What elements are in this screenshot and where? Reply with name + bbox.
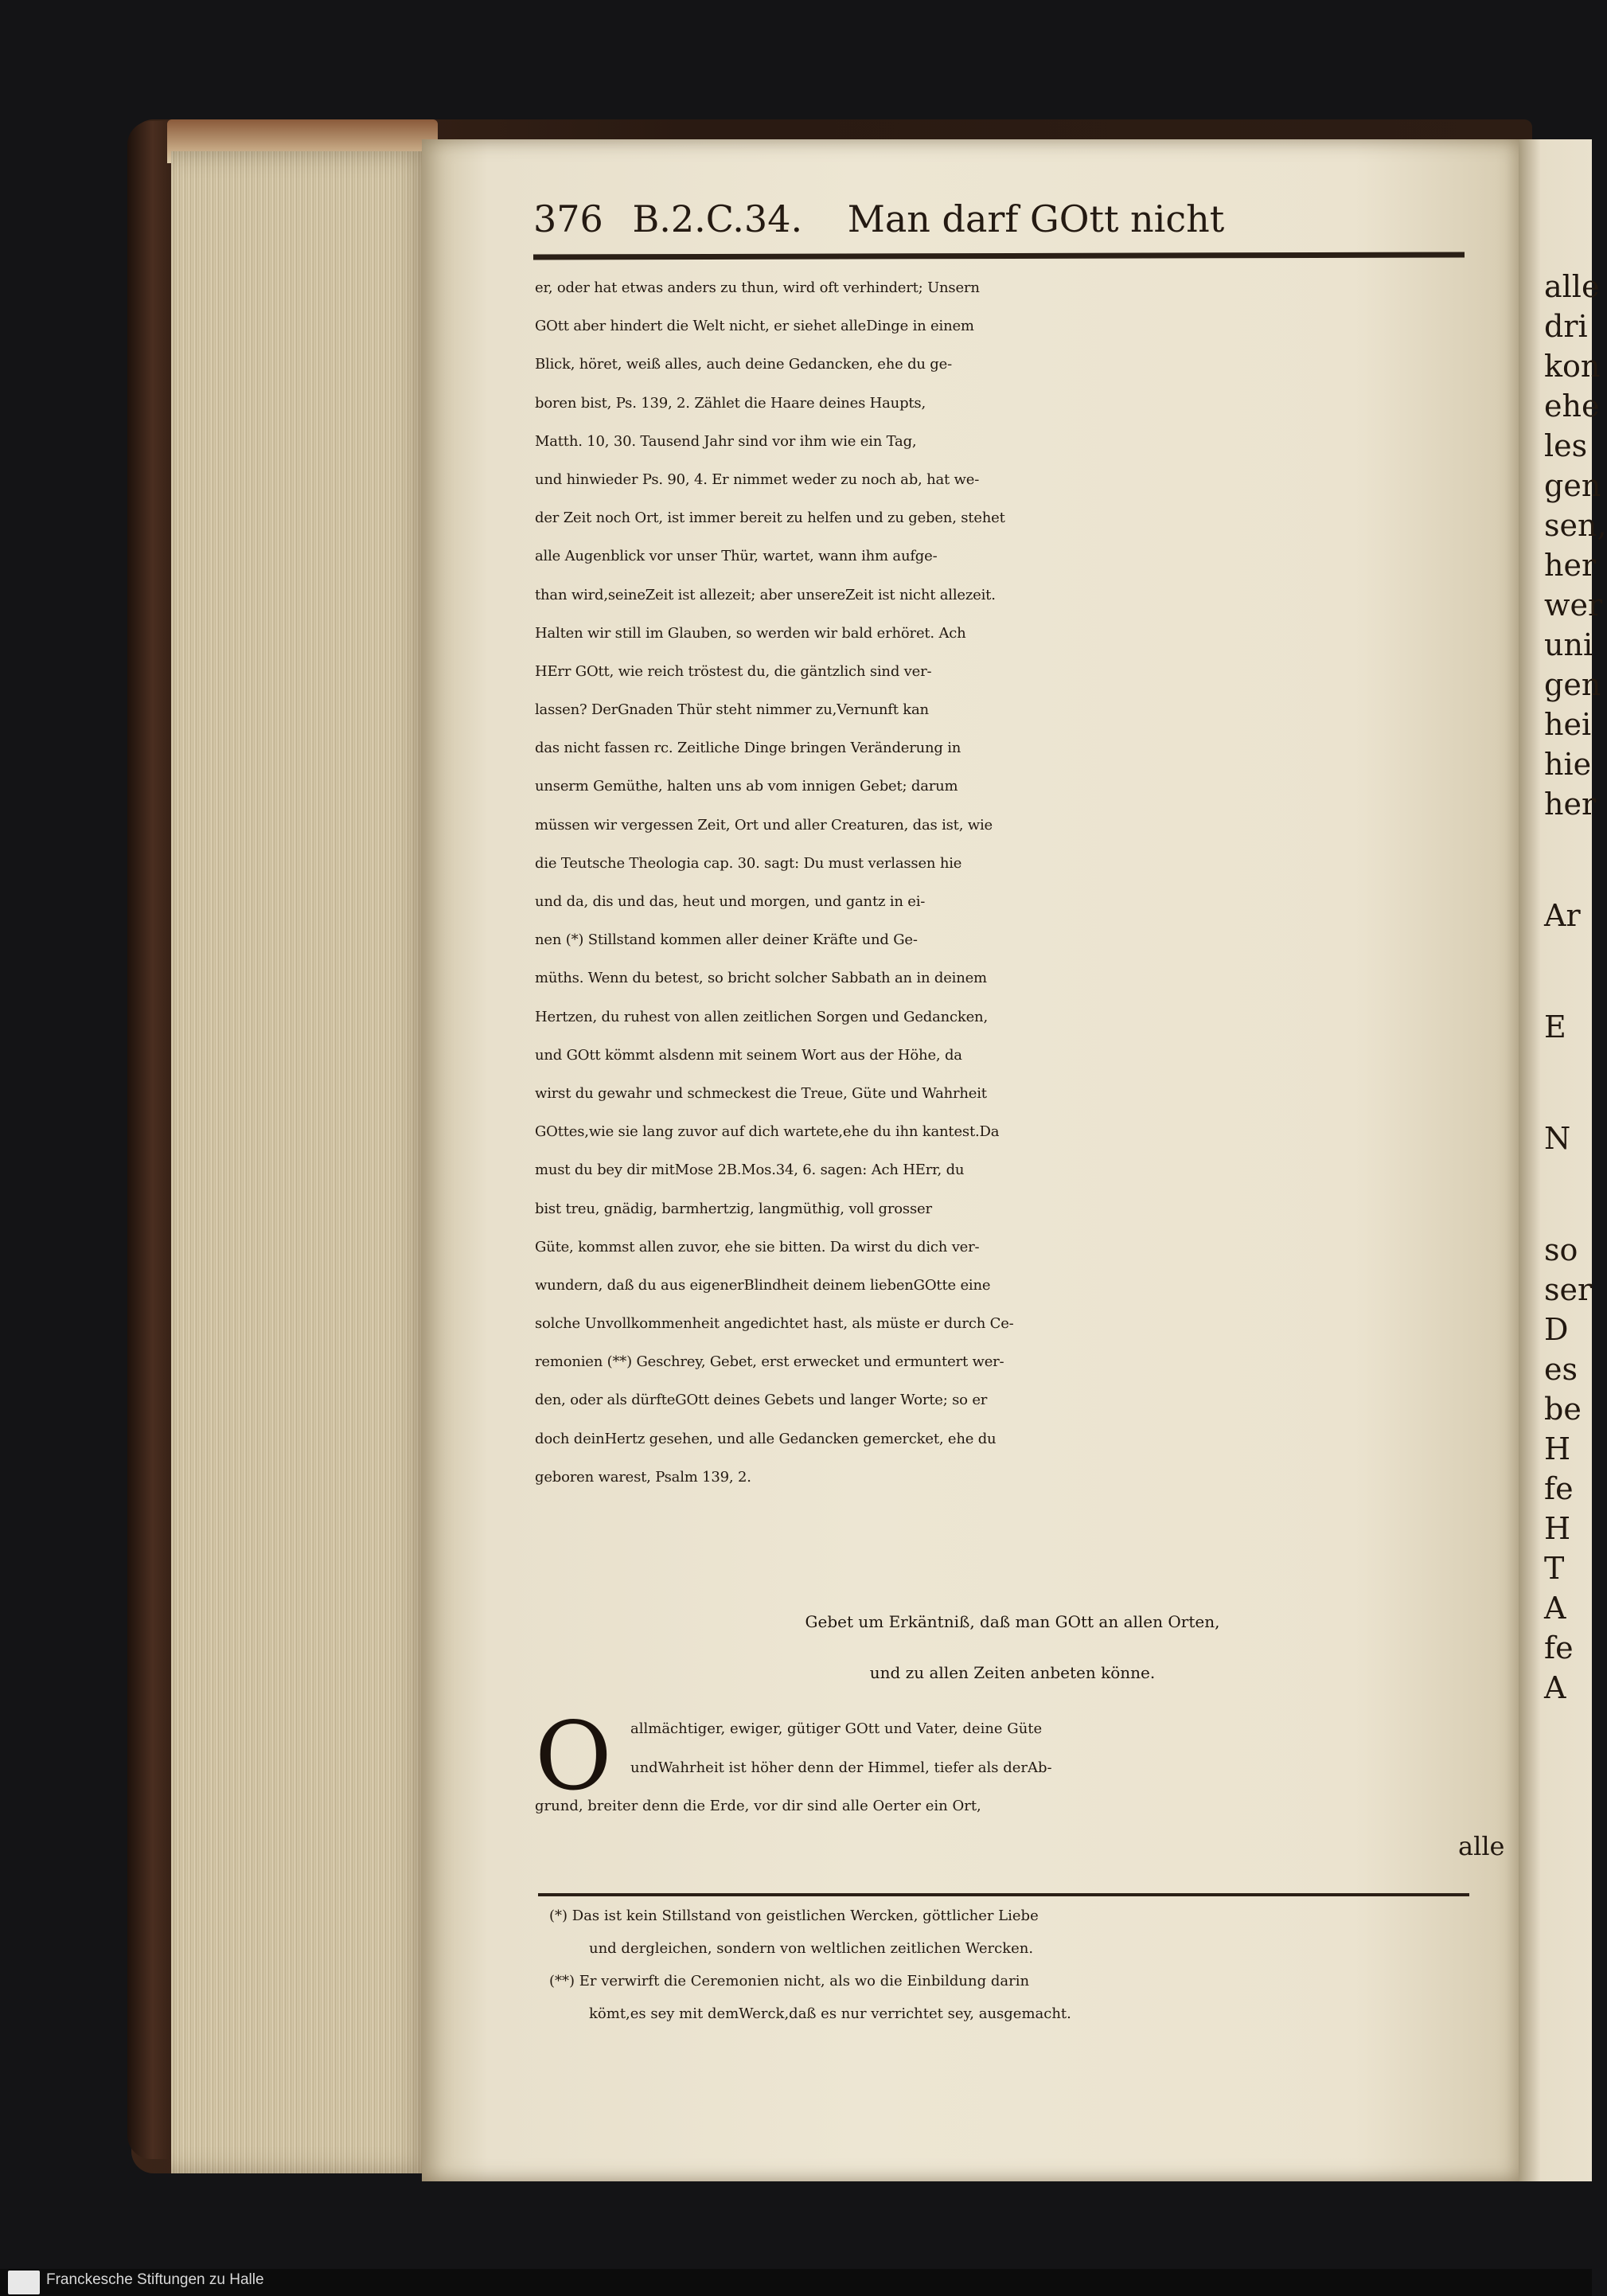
right-page-fragment-line: fe xyxy=(1544,1630,1574,1665)
text-line: den, oder als dürfteGOtt deines Gebets und langer Worte; so er xyxy=(535,1392,988,1409)
text-line: und da, dis und das, heut und morgen, und gantz in ei- xyxy=(535,893,926,910)
text-line: das nicht fassen rc. Zeitliche Dinge bringen Veränderung in xyxy=(535,740,961,757)
text-line: Halten wir still im Glauben, so werden wir bald erhöret. Ach xyxy=(535,624,966,642)
right-page-fragment-line: so xyxy=(1544,1232,1578,1267)
text-line: wirst du gewahr und schmeckest die Treue, Güte und Wahrheit xyxy=(535,1084,987,1102)
text-line: und GOtt kömmt alsdenn mit seinem Wort aus der Höhe, da xyxy=(535,1046,962,1064)
right-page-fragment-line: her xyxy=(1544,787,1597,822)
right-page-fragment-line: les xyxy=(1544,428,1588,463)
prayer-heading-line-1: Gebet um Erkäntniß, daß man GOtt an allen Orten, xyxy=(805,1612,1220,1631)
text-line: Güte, kommst allen zuvor, ehe sie bitten. Da wirst du dich ver- xyxy=(535,1238,980,1255)
right-page-fragment-line: dri xyxy=(1544,309,1588,344)
right-page-fragment-line: ser xyxy=(1544,1272,1593,1307)
drop-cap-initial: O xyxy=(535,1701,612,1811)
running-header xyxy=(533,197,1472,253)
text-line: HErr GOtt, wie reich tröstest du, die gäntzlich sind ver- xyxy=(535,662,932,680)
right-page-fragment-line xyxy=(1544,824,1607,896)
right-page-fragment-line: T xyxy=(1544,1551,1565,1586)
text-line: GOtt aber hindert die Welt nicht, er siehet alleDinge in einem xyxy=(535,318,974,335)
page-block-fore-edge xyxy=(171,151,434,2173)
right-page-fragment-line: sen, xyxy=(1544,508,1607,543)
right-page-fragment-line: A xyxy=(1544,1670,1566,1705)
right-page-partial xyxy=(1519,139,1607,2181)
right-page-fragment-line: ehe xyxy=(1544,389,1600,424)
right-page-fragment-line: Ar xyxy=(1544,898,1581,933)
text-line: der Zeit noch Ort, ist immer bereit zu helfen und zu geben, stehet xyxy=(535,510,1005,527)
right-page-text-fragment xyxy=(1544,267,1607,1708)
text-line: unserm Gemüthe, halten uns ab vom innigen Gebet; darum xyxy=(535,778,958,795)
prayer-heading xyxy=(535,1596,1490,1698)
prayer-text-block xyxy=(535,1701,1490,1826)
right-page-fragment-line: alle xyxy=(1544,269,1600,304)
text-line: nen (*) Stillstand kommen aller deiner Kräfte und Ge- xyxy=(535,931,918,949)
main-text-block xyxy=(535,269,1490,1497)
text-line: und hinwieder Ps. 90, 4. Er nimmet weder zu noch ab, hat we- xyxy=(535,471,980,488)
text-line: GOttes,wie sie lang zuvor auf dich wartete,ehe du ihn kantest.Da xyxy=(535,1123,1000,1141)
text-line: Blick, höret, weiß alles, auch deine Gedancken, ehe du ge- xyxy=(535,356,952,373)
right-page-fragment-line: A xyxy=(1544,1591,1566,1626)
prayer-line: undWahrheit ist höher denn der Himmel, tiefer als derAb- xyxy=(630,1759,1052,1776)
text-line: er, oder hat etwas anders zu thun, wird oft verhindert; Unsern xyxy=(535,279,980,296)
right-page-fragment-line: wer xyxy=(1544,588,1603,623)
right-page-fragment-line: es xyxy=(1544,1352,1578,1387)
page-number: 376 xyxy=(533,197,603,240)
right-page-fragment-line: D xyxy=(1544,1312,1569,1347)
right-page-fragment-line: N xyxy=(1544,1121,1571,1156)
institution-caption: Franckesche Stiftungen zu Halle xyxy=(46,2271,264,2288)
text-line: remonien (**) Geschrey, Gebet, erst erwecket und ermuntert wer- xyxy=(535,1353,1004,1371)
footnotes-block xyxy=(549,1900,1496,2030)
catchword: alle xyxy=(1458,1831,1505,1861)
footnote-rule xyxy=(538,1893,1469,1896)
right-page-fragment-line xyxy=(1544,1158,1607,1230)
right-page-fragment-line: hei xyxy=(1544,707,1592,742)
right-page-fragment-line: hie xyxy=(1544,747,1592,782)
book-chapter-reference: B.2.C.34. xyxy=(632,197,803,240)
right-page-fragment-line: kon xyxy=(1544,349,1601,384)
text-line: müths. Wenn du betest, so bricht solcher Sabbath an in deinem xyxy=(535,970,987,987)
text-line: doch deinHertz gesehen, und alle Gedancken gemercket, ehe du xyxy=(535,1430,997,1447)
footnote-line: (**) Er verwirft die Ceremonien nicht, als wo die Einbildung darin xyxy=(549,1973,1030,1989)
right-page-fragment-line: H xyxy=(1544,1511,1571,1546)
prayer-line: grund, breiter denn die Erde, vor dir sind alle Oerter ein Ort, xyxy=(535,1798,981,1814)
prayer-line: allmächtiger, ewiger, gütiger GOtt und Vater, deine Güte xyxy=(630,1720,1043,1737)
text-line: geboren warest, Psalm 139, 2. xyxy=(535,1468,751,1486)
text-line: alle Augenblick vor unser Thür, wartet, wann ihm aufge- xyxy=(535,548,938,565)
text-line: Matth. 10, 30. Tausend Jahr sind vor ihm wie ein Tag, xyxy=(535,432,917,450)
right-page-fragment-line: fe xyxy=(1544,1471,1574,1506)
right-page-fragment-line: E xyxy=(1544,1009,1566,1045)
right-page-fragment-line: be xyxy=(1544,1392,1582,1427)
prayer-heading-line-2: und zu allen Zeiten anbeten könne. xyxy=(869,1663,1156,1682)
right-page-fragment-line xyxy=(1544,935,1607,1007)
text-line: must du bey dir mitMose 2B.Mos.34, 6. sagen: Ach HErr, du xyxy=(535,1162,965,1179)
right-page-fragment-line xyxy=(1544,1047,1607,1119)
right-page-fragment-line: her xyxy=(1544,548,1597,583)
right-page-fragment-line: gen xyxy=(1544,667,1601,702)
right-page-fragment-line: uni xyxy=(1544,627,1593,662)
text-line: die Teutsche Theologia cap. 30. sagt: Du must verlassen hie xyxy=(535,854,962,872)
text-line: lassen? DerGnaden Thür steht nimmer zu,Vernunft kan xyxy=(535,701,929,719)
text-line: solche Unvollkommenheit angedichtet hast, als müste er durch Ce- xyxy=(535,1315,1014,1333)
text-line: boren bist, Ps. 139, 2. Zählet die Haare deines Haupts, xyxy=(535,394,926,412)
footnote-line: und dergleichen, sondern von weltlichen zeitlichen Wercken. xyxy=(589,1940,1034,1957)
running-title: Man darf GOtt nicht xyxy=(847,197,1225,240)
text-line: than wird,seineZeit ist allezeit; aber unsereZeit ist nicht allezeit. xyxy=(535,586,996,603)
footnote-line: kömt,es sey mit demWerck,daß es nur verrichtet sey, ausgemacht. xyxy=(589,2005,1071,2022)
footnote-line: (*) Das ist kein Stillstand von geistlichen Wercken, göttlicher Liebe xyxy=(549,1907,1039,1924)
text-line: wundern, daß du aus eigenerBlindheit deinem liebenGOtte eine xyxy=(535,1276,991,1294)
text-line: müssen wir vergessen Zeit, Ort und aller Creaturen, das ist, wie xyxy=(535,816,993,834)
right-page-fragment-line: H xyxy=(1544,1431,1571,1466)
text-line: Hertzen, du ruhest von allen zeitlichen Sorgen und Gedancken, xyxy=(535,1008,988,1025)
right-page-fragment-line: gen xyxy=(1544,468,1601,503)
institution-logo-icon xyxy=(8,2271,40,2294)
text-line: bist treu, gnädig, barmhertzig, langmüthig, voll grosser xyxy=(535,1200,932,1217)
